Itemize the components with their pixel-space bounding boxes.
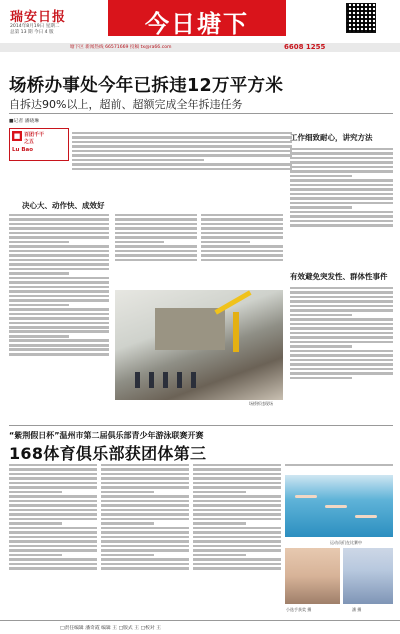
second-column-4 [285,462,393,474]
portrait-photo-caption: 潘 摄 [352,607,362,612]
lead-column-5 [290,285,393,420]
column-badge-line1: 百团千干 [24,132,45,138]
divider [9,425,393,426]
issue-date: 2014年8月19日 星期二 [10,24,60,29]
demolition-photo [115,290,283,400]
hotline-number: 6608 1255 [284,43,326,51]
worker-figure [135,372,140,388]
info-strip [0,43,400,52]
swimming-photo-caption: 运动员们在比赛中 [330,540,362,545]
qr-code-icon [346,3,376,33]
lead-subhead: 自拆达90%以上，超前、超额完成全年拆违任务 [9,98,243,111]
lead-column-3 [201,212,283,284]
swimmer-figure [325,505,347,508]
excavator-arm [214,290,251,314]
newspaper-logo: 瑞安日报 [10,10,67,25]
swimmer-figure [295,495,317,498]
column-badge-line2: 之五 [24,139,35,145]
divider [9,113,393,114]
lead-section-title-2: 工作细致耐心，讲究方法 [290,133,373,142]
strip-text: 塘下区 新闻热线 66571669 投稿 tx@ra66.com [70,45,172,50]
second-column-2 [101,462,189,618]
worker-figure [163,372,168,388]
masthead [0,0,400,43]
issue-meta [10,24,90,36]
lead-headline: 场桥办事处今年已拆违12万平方米 [9,76,284,96]
column-badge [9,128,69,161]
swimming-pool-photo [285,475,393,537]
lead-column-4 [290,146,393,264]
second-column-3 [193,462,281,618]
section-title: 今日塘下 [145,10,249,38]
swimmer-figure [355,515,377,518]
building-shape [155,308,225,350]
column-flag-icon: ■ [13,132,21,140]
second-kicker: “紫荆假日杯”温州市第二届俱乐部青少年游泳联赛开赛 [9,431,204,440]
lead-column-1 [9,212,109,420]
lead-column-2 [115,212,197,284]
lead-section-title-3: 有效避免突发性、群体性事件 [290,272,388,281]
lead-intro-text [72,130,292,188]
award-photo-caption: 小选手获奖 摄 [286,607,312,612]
lead-byline: ■记者 潘晓琳 [9,119,40,124]
swimmer-portrait-photo [343,548,393,604]
worker-figure [149,372,154,388]
issue-number: 总第 13 期 今日 4 版 [10,30,54,35]
award-photo [285,548,340,604]
excavator-boom [233,312,239,352]
lead-section-title-1: 决心大、动作快、成效好 [22,201,105,210]
demolition-photo-caption: 场桥拆违现场 [249,401,273,406]
section-banner [108,0,286,36]
column-badge-line3: Lu Bao [12,147,34,153]
footer-credits: □责任编辑 潘奇霞 编辑 王 □版式 王 □校对 王 [60,626,162,631]
second-column-1 [9,462,97,618]
second-headline: 168体育俱乐部获团体第三 [9,444,207,463]
worker-figure [177,372,182,388]
worker-figure [191,372,196,388]
page-footer [0,620,400,634]
